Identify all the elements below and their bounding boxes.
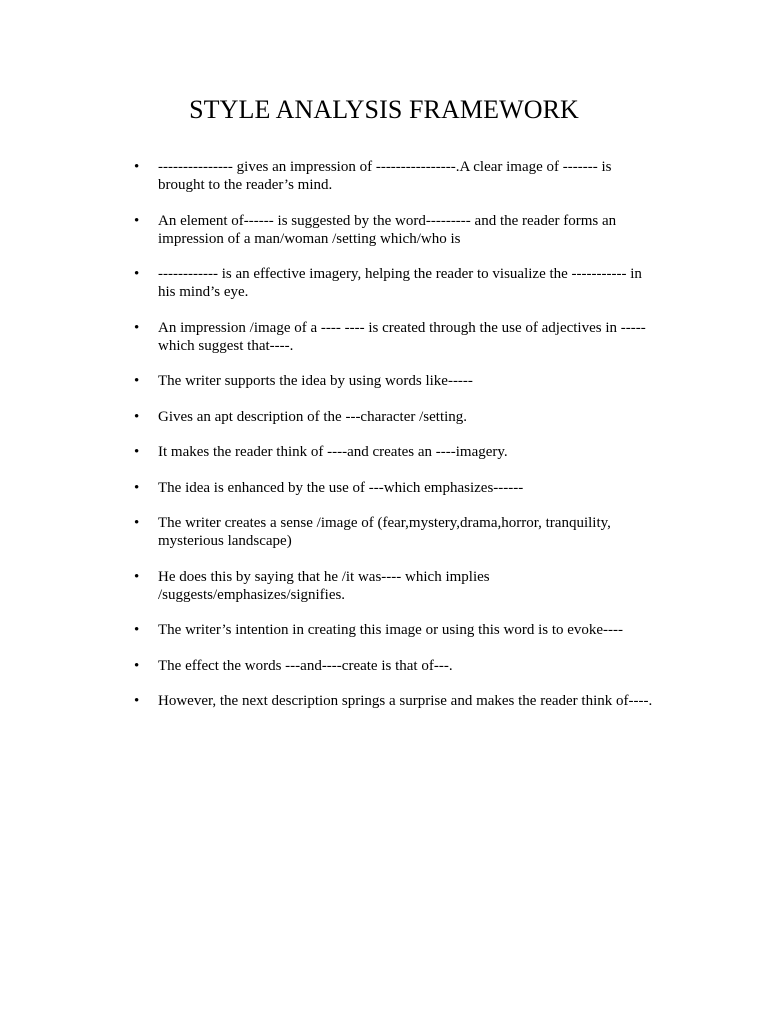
list-item [130, 568, 660, 604]
bullet-icon: • [134, 266, 140, 282]
bullet-icon: • [134, 212, 140, 229]
bullet-icon: • [134, 622, 140, 638]
list-item-text: The writer supports the idea by using words like----- [158, 373, 473, 389]
list-item-text: Gives an apt description of the ---character /setting. [158, 408, 468, 425]
bullet-icon: • [134, 319, 140, 336]
list-item-text: It makes the reader think of ----and creates an ----imagery. [158, 444, 508, 460]
list-item-text: However, the next description springs a surprise and makes the reader think of----. [158, 693, 653, 709]
bullet-icon: • [134, 657, 140, 674]
list-item [130, 372, 660, 390]
list-item [130, 158, 660, 194]
list-item-text: The idea is enhanced by the use of ---which emphasizes------ [158, 479, 524, 496]
list-item-text: An impression /image of a ---- ---- is created through the use of adjectives in ----- which suggest that----. [158, 319, 646, 354]
list-item [130, 408, 660, 426]
list-item [130, 212, 660, 248]
list-item-text: He does this by saying that he /it was---- which implies /suggests/emphasizes/signifies. [158, 568, 490, 603]
bullet-icon: • [134, 444, 140, 460]
list-item [130, 479, 660, 497]
list-item-text: The writer creates a sense /image of (fear,mystery,drama,horror, tranquility, mysterious landscape) [158, 515, 611, 549]
list-item [130, 319, 660, 355]
list-item [130, 265, 660, 301]
bullet-icon: • [134, 159, 140, 175]
bullet-icon: • [134, 515, 140, 531]
list-item [130, 443, 660, 461]
bullet-icon: • [134, 568, 140, 585]
document-title: STYLE ANALYSIS FRAMEWORK [189, 95, 579, 124]
bullet-icon: • [134, 479, 140, 496]
list-item [130, 657, 660, 675]
list-item [130, 621, 660, 639]
bullet-icon: • [134, 693, 140, 709]
list-item-text: The writer’s intention in creating this image or using this word is to evoke---- [158, 622, 624, 638]
bullet-icon: • [134, 373, 140, 389]
list-item-text: ------------ is an effective imagery, helping the reader to visualize the ----------- in his mind’s eye. [158, 266, 642, 300]
list-item-text: The effect the words ---and----create is that of---. [158, 657, 453, 674]
list-item-text: An element of------ is suggested by the word--------- and the reader forms an impression of a man/woman /setting which/who is [158, 212, 617, 247]
list-item [130, 514, 660, 550]
bullet-icon: • [134, 408, 140, 425]
list-item [130, 692, 660, 710]
framework-bullet-list [130, 158, 660, 728]
list-item-text: --------------- gives an impression of ----------------.A clear image of ------- is brought to the reader’s mind. [158, 159, 612, 193]
